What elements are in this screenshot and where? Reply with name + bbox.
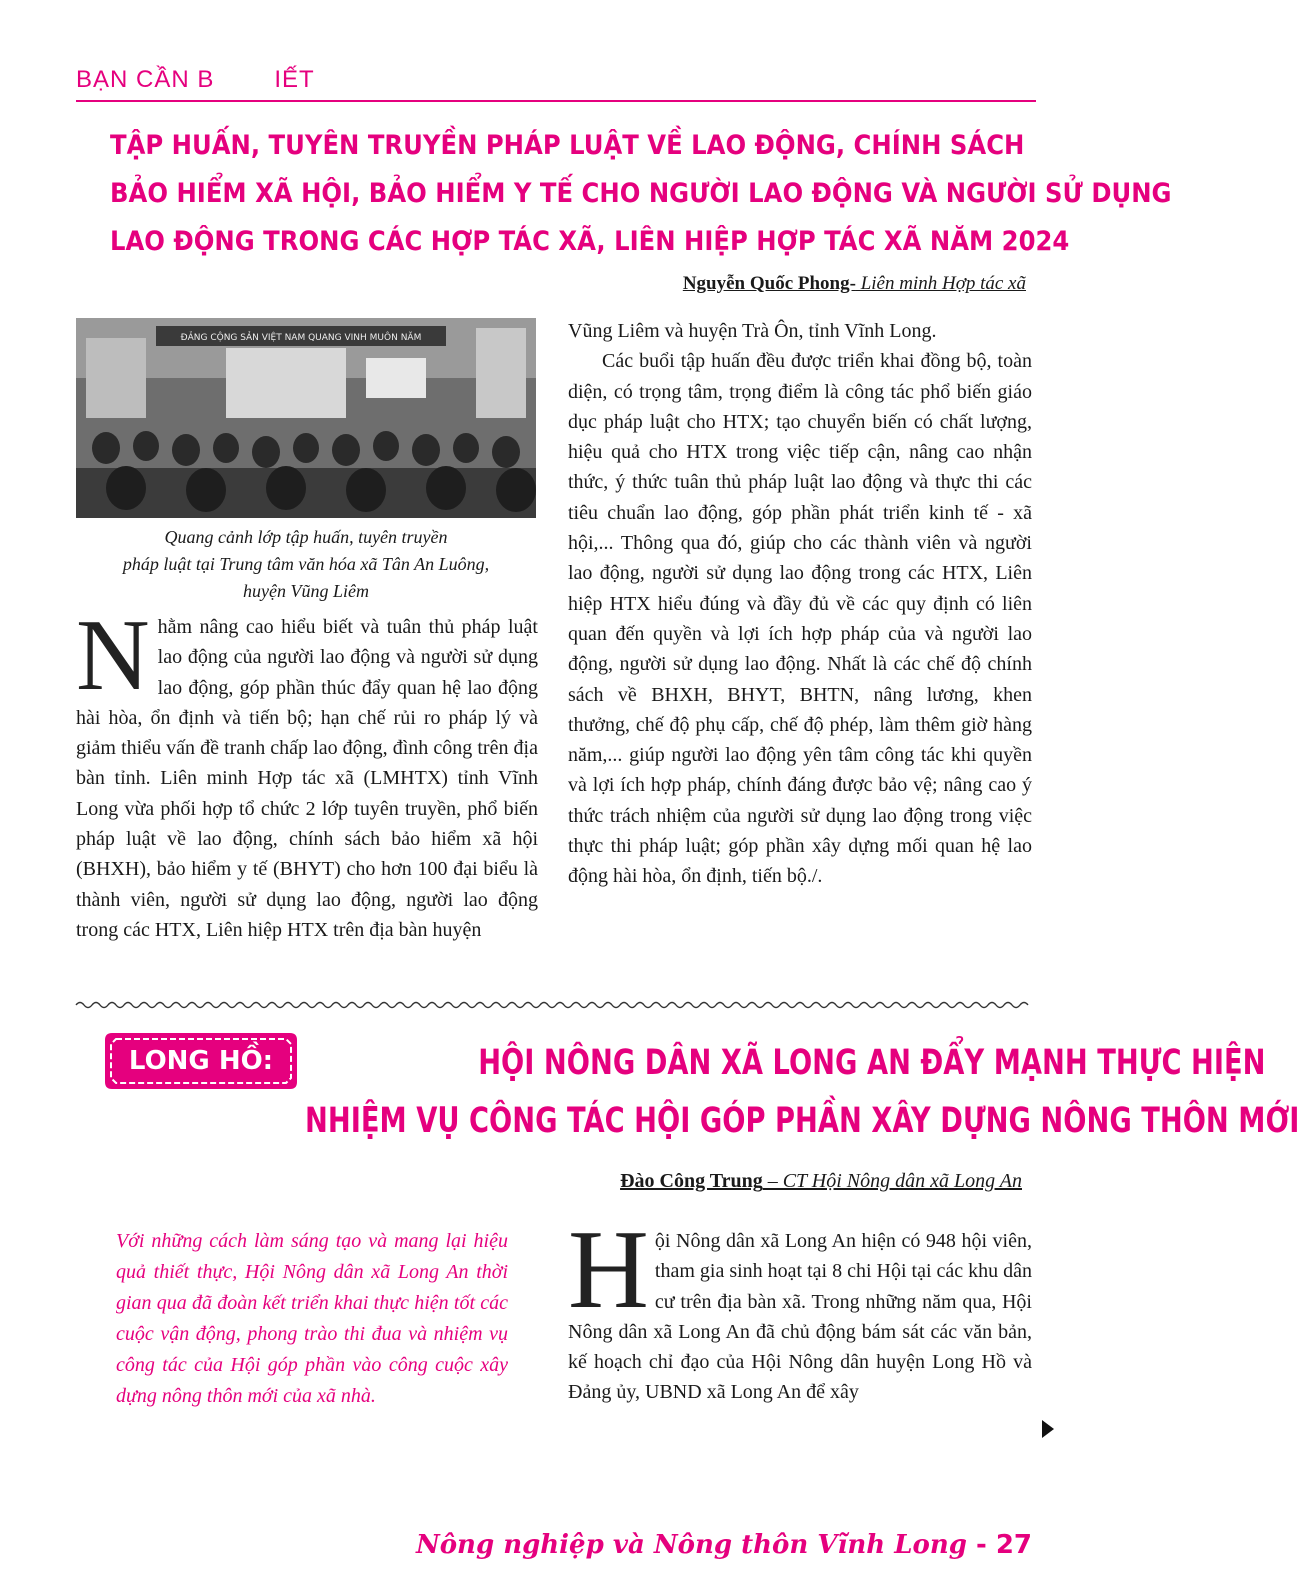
article2-lead: Với những cách làm sáng tạo và mang lại hiệu quả thiết thực, Hội Nông dân xã Long An thời gian qua đã đoàn kết triển khai thực hiện tốt các cuộc vận động, phong trào thi đua và nhiệm vụ công tác của Hội góp phần vào công cuộc xây dựng nông thôn mới của xã nhà. [116,1230,508,1407]
long-ho-badge: LONG HỒ: [128,1046,274,1076]
page-footer [416,1530,1032,1560]
article1-author-org: Liên minh Hợp tác xã [855,273,1026,294]
top-rule [76,100,1036,102]
article2-title-line-2: NHIỆM VỤ CÔNG TÁC HỘI GÓP PHẦN XÂY DỰNG NÔNG THÔN MỚI [305,1101,1299,1141]
magazine-name: Nông nghiệp và Nông thôn Vĩnh Long [415,1530,967,1560]
article2-headline [100,1034,1299,1150]
page-number: 27 [995,1530,1032,1560]
article1-headline [110,122,1172,266]
section-label-right: IẾT [274,66,315,93]
article2-body: ội Nông dân xã Long An hiện có 948 hội viên, tham gia sinh hoạt tại 8 chi Hội tại các khu dân cư trên địa bàn xã. Trong những năm qua, Hội Nông dân xã Long An đã chủ động bám sát các văn bản, kế hoạch chỉ đạo của Hội Nông dân huyện Long Hồ và Đảng ủy, UBND xã Long An để xây [568,1230,1033,1404]
article1-title-line-2: BẢO HIỂM XÃ HỘI, BẢO HIỂM Y TẾ CHO NGƯỜI LAO ĐỘNG VÀ NGƯỜI SỬ DỤNG [110,178,1172,209]
article1-author: Nguyễn Quốc Phong- [682,273,856,294]
article1-title-line-1: TẬP HUẤN, TUYÊN TRUYỀN PHÁP LUẬT VỀ LAO ĐỘNG, CHÍNH SÁCH [110,130,1025,161]
article2-byline [620,1170,1022,1193]
article1-photo [76,318,536,518]
article2-author: Đào Công Trung [620,1170,763,1192]
article1-col2-paragraph-1: Vũng Liêm và huyện Trà Ôn, tỉnh Vĩnh Long. [568,320,937,342]
article1-column-1 [76,599,538,945]
caption-line-2: pháp luật tại Trung tâm văn hóa xã Tân An Luông, [122,554,490,574]
training-hall-photo [76,318,536,518]
article2-title-line-1: HỘI NÔNG DÂN XÃ LONG AN ĐẨY MẠNH THỰC HIỆN [478,1043,1266,1083]
article2-column [568,1208,1033,1408]
continue-arrow-icon [1042,1420,1054,1438]
caption-line-3: huyện Vũng Liêm [243,581,369,601]
article2-dropcap: H [568,1208,649,1332]
article1-title-line-3: LAO ĐỘNG TRONG CÁC HỢP TÁC XÃ, LIÊN HIỆP HỢP TÁC XÃ NĂM 2024 [110,226,1070,257]
article1-col1-text: hằm nâng cao hiểu biết và tuân thủ pháp luật lao động của người lao động và người sử dụng lao động, góp phần thúc đẩy quan hệ lao động hài hòa, ổn định và tiến bộ; hạn chế rủi ro pháp lý và giảm thiểu vấn đề tranh chấp lao động, đình công trên địa bàn tỉnh. Liên minh Hợp tác xã (LMHTX) tỉnh Vĩnh Long vừa phối hợp tổ chức 2 lớp tuyên truyền, phổ biến pháp luật về lao động, chính sách bảo hiểm xã hội (BHXH), bảo hiểm y tế (BHYT) cho hơn 100 đại biểu là thành viên, người sử dụng lao động, người lao động trong các HTX, Liên hiệp HTX trên địa bàn huyện [76,616,538,941]
article1-column-2 [568,316,1032,892]
article1-byline [683,273,1026,295]
footer-separator: - [966,1530,996,1560]
article1-photo-caption [66,524,546,605]
section-label-left: BẠN CẦN B [76,66,215,93]
article1-dropcap: N [76,599,150,712]
section-label [76,66,315,94]
photo-banner-text: ĐẢNG CỘNG SẢN VIỆT NAM QUANG VINH MUÔN NĂM [180,333,422,343]
article1-col2-paragraph-2: Các buổi tập huấn đều được triển khai đồng bộ, toàn diện, có trọng tâm, trọng điểm là công tác phổ biến giáo dục pháp luật cho HTX; tạo chuyển biến có chất lượng, hiệu quả cho HTX trong việc tiếp cận, nâng cao nhận thức, ý thức tuân thủ pháp luật lao động và thực thi các tiêu chuẩn lao động, góp phần phát triển kinh tế - xã hội,... Thông qua đó, giúp cho các thành viên và người lao động, người sử dụng lao động trong các HTX, Liên hiệp HTX hiểu đúng và đầy đủ về các quy định có liên quan đến quyền và lợi ích hợp pháp của và người lao động, người sử dụng lao động. Nhất là các chế độ chính sách về BHXH, BHYT, BHTN, nâng lương, khen thưởng, chế độ phụ cấp, chế độ phép, làm thêm giờ hàng năm,... giúp người lao động yên tâm công tác khi quyền và lợi ích hợp pháp, chính đáng được bảo vệ; nâng cao ý thức trách nhiệm của người sử dụng lao động trong việc thực thi pháp luật; góp phần xây dựng mối quan hệ lao động hài hòa, ổn định, tiến bộ./. [568,350,1032,888]
caption-line-1: Quang cảnh lớp tập huấn, tuyên truyền [164,527,448,547]
wavy-divider [76,1000,1034,1010]
article2-author-org: – CT Hội Nông dân xã Long An [762,1170,1022,1192]
